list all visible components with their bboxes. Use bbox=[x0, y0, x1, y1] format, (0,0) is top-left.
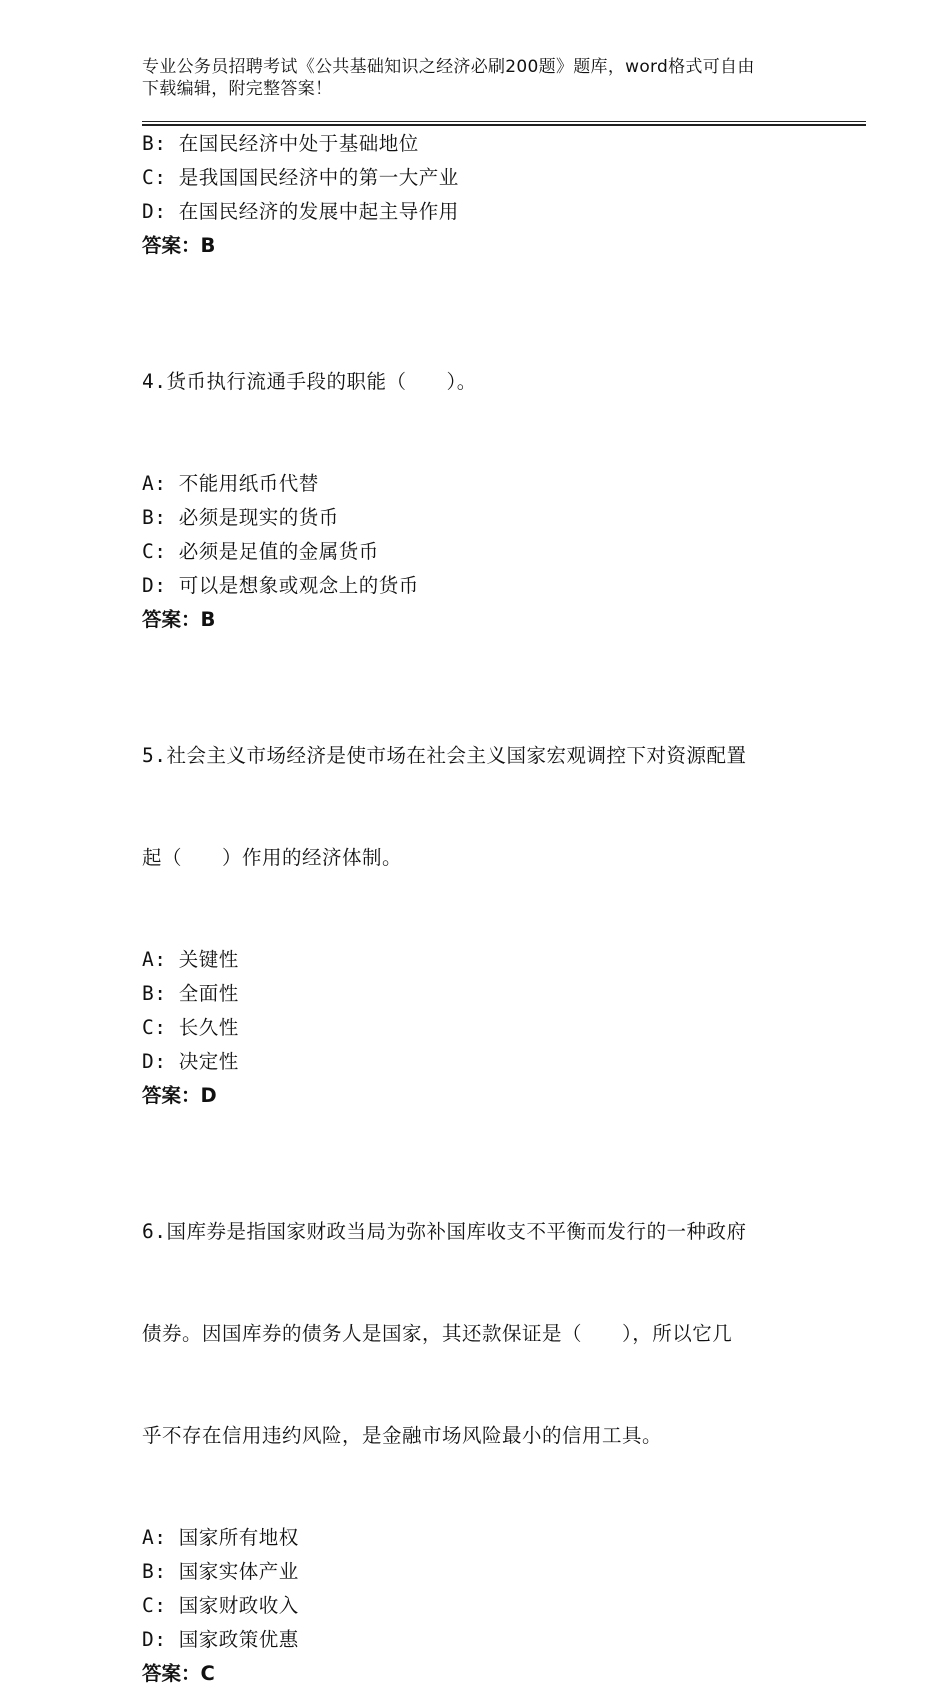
answer-label: 答案：D bbox=[142, 1084, 217, 1107]
stem-line: 4.货币执行流通手段的职能（ ）。 bbox=[142, 370, 477, 393]
option-b: B: 在国民经济中处于基础地位 bbox=[142, 132, 419, 155]
stem-line: 起（ ）作用的经济体制。 bbox=[142, 846, 403, 869]
option-d: D: 决定性 bbox=[142, 1050, 239, 1073]
option-d: D: 国家政策优惠 bbox=[142, 1628, 299, 1651]
question-list bbox=[142, 127, 832, 1691]
question-stem bbox=[142, 671, 802, 943]
answer-label: 答案：B bbox=[142, 608, 216, 631]
header-divider-thin bbox=[142, 121, 866, 122]
stem-line: 债券。因国库券的债务人是国家，其还款保证是（ ），所以它几 bbox=[142, 1322, 733, 1345]
option-c: C: 是我国国民经济中的第一大产业 bbox=[142, 166, 459, 189]
option-a: A: 国家所有地权 bbox=[142, 1526, 299, 1549]
option-c: C: 国家财政收入 bbox=[142, 1594, 299, 1617]
question-stem bbox=[142, 1147, 802, 1521]
header-line-2: 下载编辑，附完整答案！ bbox=[142, 79, 333, 99]
stem-line: 5.社会主义市场经济是使市场在社会主义国家宏观调控下对资源配置 bbox=[142, 744, 747, 767]
option-d: D: 可以是想象或观念上的货币 bbox=[142, 574, 419, 597]
option-b: B: 必须是现实的货币 bbox=[142, 506, 339, 529]
option-b: B: 全面性 bbox=[142, 982, 239, 1005]
option-b: B: 国家实体产业 bbox=[142, 1560, 299, 1583]
stem-line: 乎不存在信用违约风险，是金融市场风险最小的信用工具。 bbox=[142, 1424, 663, 1447]
answer-label: 答案：B bbox=[142, 234, 216, 257]
question-6 bbox=[142, 1147, 832, 1691]
document-header bbox=[142, 56, 802, 100]
option-c: C: 必须是足值的金属货币 bbox=[142, 540, 379, 563]
header-line-1: 专业公务员招聘考试《公共基础知识之经济必刷200题》题库，word格式可自由 bbox=[142, 57, 755, 77]
option-c: C: 长久性 bbox=[142, 1016, 239, 1039]
header-divider-thick bbox=[142, 124, 866, 126]
question-stem bbox=[142, 297, 802, 467]
answer-label: 答案：C bbox=[142, 1662, 215, 1685]
option-a: A: 不能用纸币代替 bbox=[142, 472, 319, 495]
question-5 bbox=[142, 671, 832, 1113]
question-4 bbox=[142, 297, 832, 637]
question-3-continued bbox=[142, 127, 832, 263]
stem-line: 6.国库券是指国家财政当局为弥补国库收支不平衡而发行的一种政府 bbox=[142, 1220, 747, 1243]
option-a: A: 关键性 bbox=[142, 948, 239, 971]
option-d: D: 在国民经济的发展中起主导作用 bbox=[142, 200, 459, 223]
